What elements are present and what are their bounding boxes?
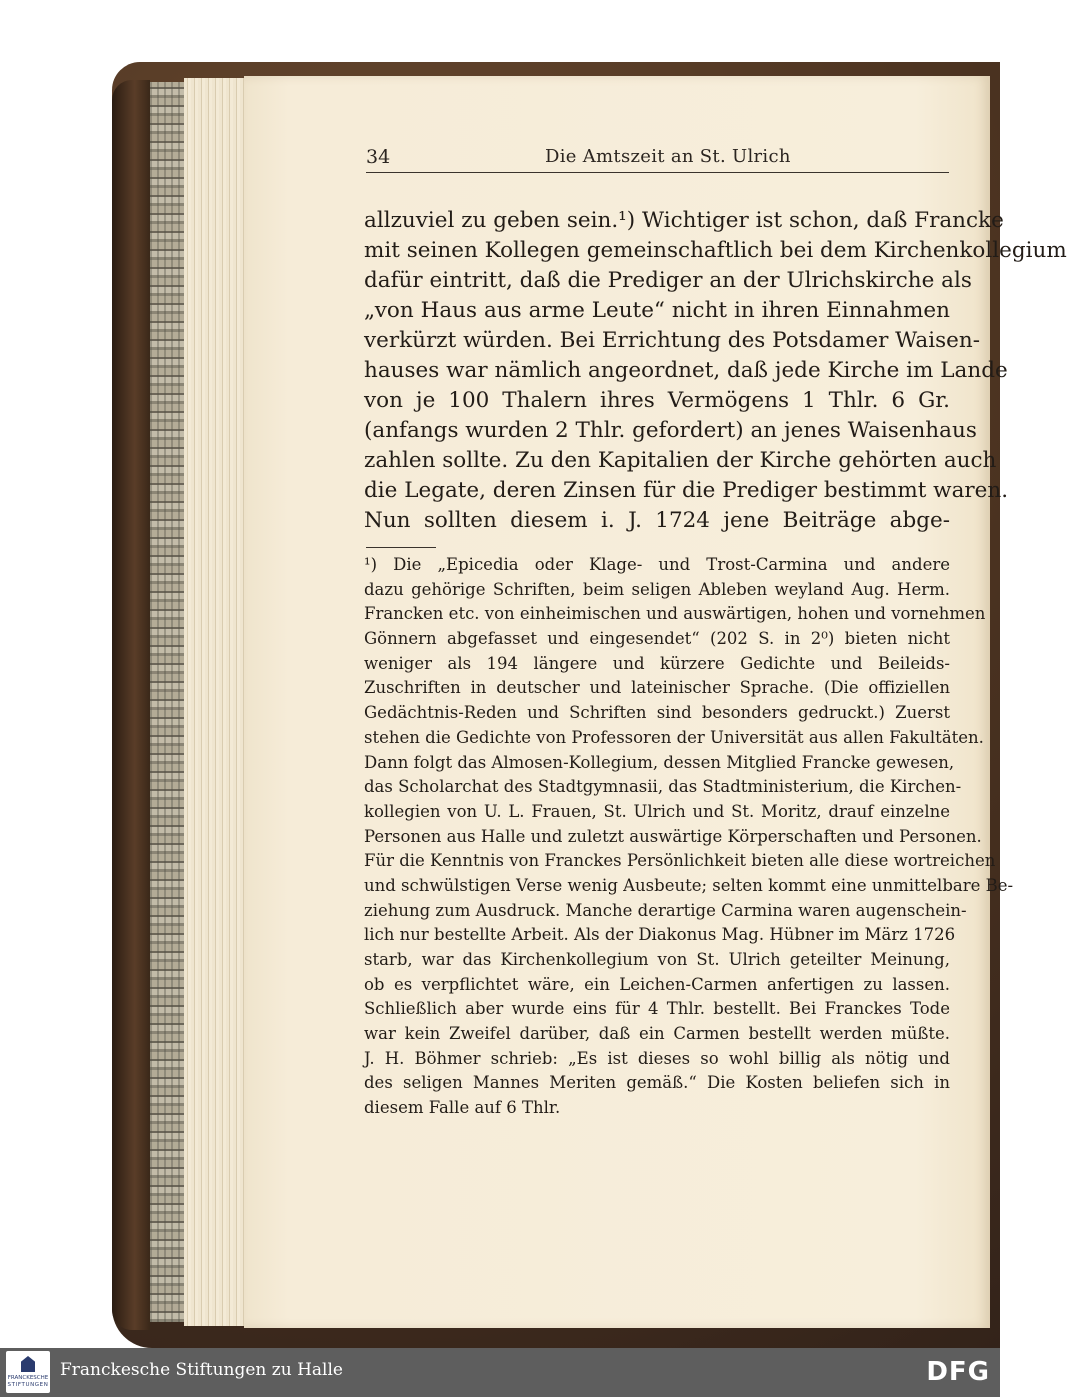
page-number: 34	[366, 146, 391, 168]
franckesche-logo-icon[interactable]	[6, 1351, 50, 1393]
running-title: Die Amtszeit an St. Ulrich	[545, 146, 791, 167]
text-line: verkürzt würden. Bei Errichtung des Potsdamer Waisen-	[364, 328, 980, 353]
text-line: allzuviel zu geben sein.¹) Wichtiger ist schon, daß Francke	[364, 208, 1004, 233]
text-line: zahlen sollte. Zu den Kapitalien der Kirche gehörten auch	[364, 448, 997, 473]
footer-label: Franckesche Stiftungen zu Halle	[60, 1360, 343, 1380]
text-line: von je 100 Thalern ihres Vermögens 1 Thlr. 6 Gr.	[364, 388, 950, 413]
footnote-line: war kein Zweifel darüber, daß ein Carmen bestellt werden müßte.	[364, 1024, 950, 1044]
footnote-line: diesem Falle auf 6 Thlr.	[364, 1098, 561, 1118]
decorative-endpaper	[150, 82, 184, 1322]
footnote-line: J. H. Böhmer schrieb: „Es ist dieses so wohl billig als nötig und	[364, 1048, 950, 1068]
footnote-line: Personen aus Halle und zuletzt auswärtige Körperschaften und Personen.	[364, 826, 982, 846]
footnote-line: Schließlich aber wurde eins für 4 Thlr. bestellt. Bei Franckes Tode	[364, 999, 950, 1019]
main-text	[364, 206, 1067, 536]
footnote-rule	[366, 547, 436, 548]
footnote-line: Zuschriften in deutscher und lateinischer Sprache. (Die offiziellen	[364, 678, 950, 698]
text-line: dafür eintritt, daß die Prediger an der Ulrichskirche als	[364, 268, 972, 293]
footnote-line: ¹) Die „Epicedia oder Klage- und Trost-Carmina und andere	[364, 555, 950, 574]
footnote-line: Gönnern abgefasset und eingesendet“ (202 S. in 2⁰) bieten nicht	[364, 629, 950, 649]
book-spine	[112, 80, 150, 1330]
footnote-line: starb, war das Kirchenkollegium von St. Ulrich geteilter Meinung,	[364, 950, 950, 969]
page-edges	[184, 78, 244, 1326]
viewer-footer	[0, 1348, 1000, 1397]
footnote-line: das Scholarchat des Stadtgymnasii, das Stadtministerium, die Kirchen-	[364, 777, 962, 797]
text-line: (anfangs wurden 2 Thlr. gefordert) an jenes Waisenhaus	[364, 418, 977, 443]
dfg-logo[interactable]: DFG	[926, 1357, 990, 1387]
footnote-line: stehen die Gedichte von Professoren der Universität aus allen Fakultäten.	[364, 727, 984, 747]
footnote-line: des seligen Mannes Meriten gemäß.“ Die Kosten beliefen sich in	[364, 1073, 950, 1093]
footnote-line: ziehung zum Ausdruck. Manche derartige Carmina waren augenschein-	[364, 900, 967, 920]
text-line: hauses war nämlich angeordnet, daß jede Kirche im Lande	[364, 358, 1008, 383]
footnote-line: kollegien von U. L. Frauen, St. Ulrich und St. Moritz, drauf einzelne	[364, 801, 950, 821]
logo-text-line: FRANCKESCHE	[7, 1375, 49, 1381]
footnote	[364, 553, 1014, 1121]
footnote-line: und schwülstigen Verse wenig Ausbeute; selten kommt eine unmittelbare Be-	[364, 875, 1014, 895]
footnote-line: ob es verpflichtet wäre, ein Leichen-Carmen anfertigen zu lassen.	[364, 974, 950, 994]
text-line: die Legate, deren Zinsen für die Prediger bestimmt waren.	[364, 478, 1009, 503]
text-line: Nun sollten diesem i. J. 1724 jene Beiträge abge-	[364, 508, 950, 533]
footnote-line: Für die Kenntnis von Franckes Persönlichkeit bieten alle diese wortreichen	[364, 851, 996, 871]
building-icon	[21, 1356, 35, 1372]
footnote-line: Francken etc. von einheimischen und auswärtigen, hohen und vornehmen	[364, 604, 986, 624]
text-line: mit seinen Kollegen gemeinschaftlich bei dem Kirchenkollegium	[364, 238, 1067, 263]
footnote-line: Gedächtnis-Reden und Schriften sind besonders gedruckt.) Zuerst	[364, 703, 950, 723]
footnote-line: lich nur bestellte Arbeit. Als der Diakonus Mag. Hübner im März 1726	[364, 925, 956, 945]
footnote-line: dazu gehörige Schriften, beim seligen Ableben weyland Aug. Herm.	[364, 579, 950, 599]
logo-text-line: STIFTUNGEN	[7, 1382, 49, 1388]
footnote-line: weniger als 194 längere und kürzere Gedichte und Beileids-	[364, 653, 950, 673]
text-line: „von Haus aus arme Leute“ nicht in ihren Einnahmen	[364, 298, 950, 323]
footnote-line: Dann folgt das Almosen-Kollegium, dessen Mitglied Francke gewesen,	[364, 752, 955, 772]
header-rule	[366, 172, 949, 173]
